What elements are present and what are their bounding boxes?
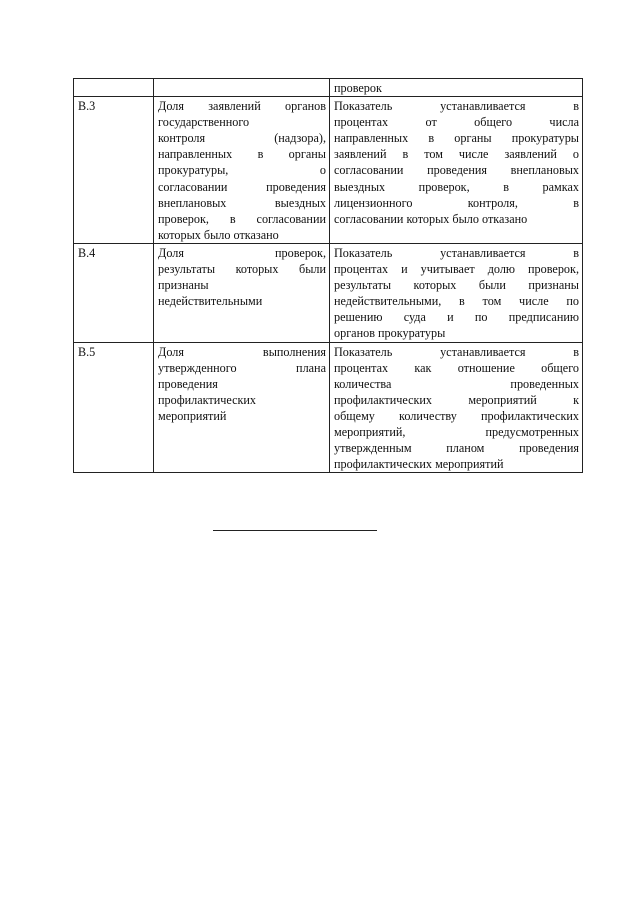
name-line: профилактических bbox=[158, 392, 257, 407]
name-line: проведения bbox=[158, 376, 218, 391]
name-line: Доля выполнения bbox=[158, 344, 326, 359]
indicator-name-cell bbox=[154, 79, 330, 97]
description-line: согласовании которых было отказано bbox=[334, 211, 528, 226]
table-row bbox=[74, 97, 583, 244]
description-line: лицензионного контроля, в bbox=[334, 195, 579, 210]
name-line: проверок, в согласовании bbox=[158, 211, 326, 226]
description-line: направленных в органы прокуратуры bbox=[334, 131, 579, 146]
description-line: выездных проверок, в рамках bbox=[334, 179, 579, 194]
indicator-description-cell bbox=[330, 342, 583, 473]
description-line: профилактических мероприятий bbox=[334, 457, 504, 472]
description-line: процентах как отношение общего bbox=[334, 360, 579, 375]
row-number: В.3 bbox=[78, 99, 96, 114]
table-row bbox=[74, 243, 583, 342]
name-line: которых было отказано bbox=[158, 227, 279, 242]
description-line: проверок bbox=[334, 81, 382, 95]
name-line: утвержденного плана bbox=[158, 360, 326, 375]
name-line: результаты которых были bbox=[158, 262, 326, 277]
indicators-table bbox=[73, 78, 583, 473]
indicator-description-cell bbox=[330, 97, 583, 244]
name-line: контроля (надзора), bbox=[158, 131, 326, 146]
row-number-cell bbox=[74, 342, 154, 473]
indicator-name-cell bbox=[154, 243, 330, 342]
description-line: органов прокуратуры bbox=[334, 326, 446, 341]
description-line: профилактических мероприятий к bbox=[334, 392, 579, 407]
table-row bbox=[74, 79, 583, 97]
indicator-description-cell bbox=[330, 243, 583, 342]
name-line: прокуратуры, о bbox=[158, 163, 326, 178]
description-line: недействительными, в том числе по bbox=[334, 294, 579, 309]
name-line: Доля заявлений органов bbox=[158, 99, 326, 114]
row-number-cell bbox=[74, 79, 154, 97]
description-line: общему количеству профилактических bbox=[334, 408, 579, 423]
name-line: согласовании проведения bbox=[158, 179, 326, 194]
description-line: Показатель устанавливается в bbox=[334, 99, 579, 114]
description-line: процентах от общего числа bbox=[334, 115, 579, 130]
end-separator-line bbox=[213, 530, 377, 531]
description-line: Показатель устанавливается в bbox=[334, 344, 579, 359]
row-number-cell bbox=[74, 243, 154, 342]
description-line: процентах и учитывает долю проверок, bbox=[334, 262, 579, 277]
name-line: признаны bbox=[158, 278, 209, 293]
description-line: согласовании проведения внеплановых bbox=[334, 163, 579, 178]
name-line: направленных в органы bbox=[158, 147, 326, 162]
indicator-name-cell bbox=[154, 97, 330, 244]
row-number: В.4 bbox=[78, 245, 96, 260]
name-line: Доля проверок, bbox=[158, 245, 326, 260]
table-row bbox=[74, 342, 583, 473]
name-line: мероприятий bbox=[158, 408, 227, 423]
row-number-cell bbox=[74, 97, 154, 244]
description-line: результаты которых были признаны bbox=[334, 278, 579, 293]
description-line: количества проведенных bbox=[334, 376, 579, 391]
description-line: мероприятий, предусмотренных bbox=[334, 424, 579, 439]
description-line: заявлений в том числе заявлений о bbox=[334, 147, 579, 162]
name-line: государственного bbox=[158, 115, 250, 130]
description-line: утвержденным планом проведения bbox=[334, 441, 579, 456]
indicator-name-cell bbox=[154, 342, 330, 473]
indicator-description-cell bbox=[330, 79, 583, 97]
description-line: Показатель устанавливается в bbox=[334, 245, 579, 260]
name-line: внеплановых выездных bbox=[158, 195, 326, 210]
row-number: В.5 bbox=[78, 344, 96, 359]
description-line: решению суда и по предписанию bbox=[334, 310, 579, 325]
name-line: недействительными bbox=[158, 294, 263, 309]
